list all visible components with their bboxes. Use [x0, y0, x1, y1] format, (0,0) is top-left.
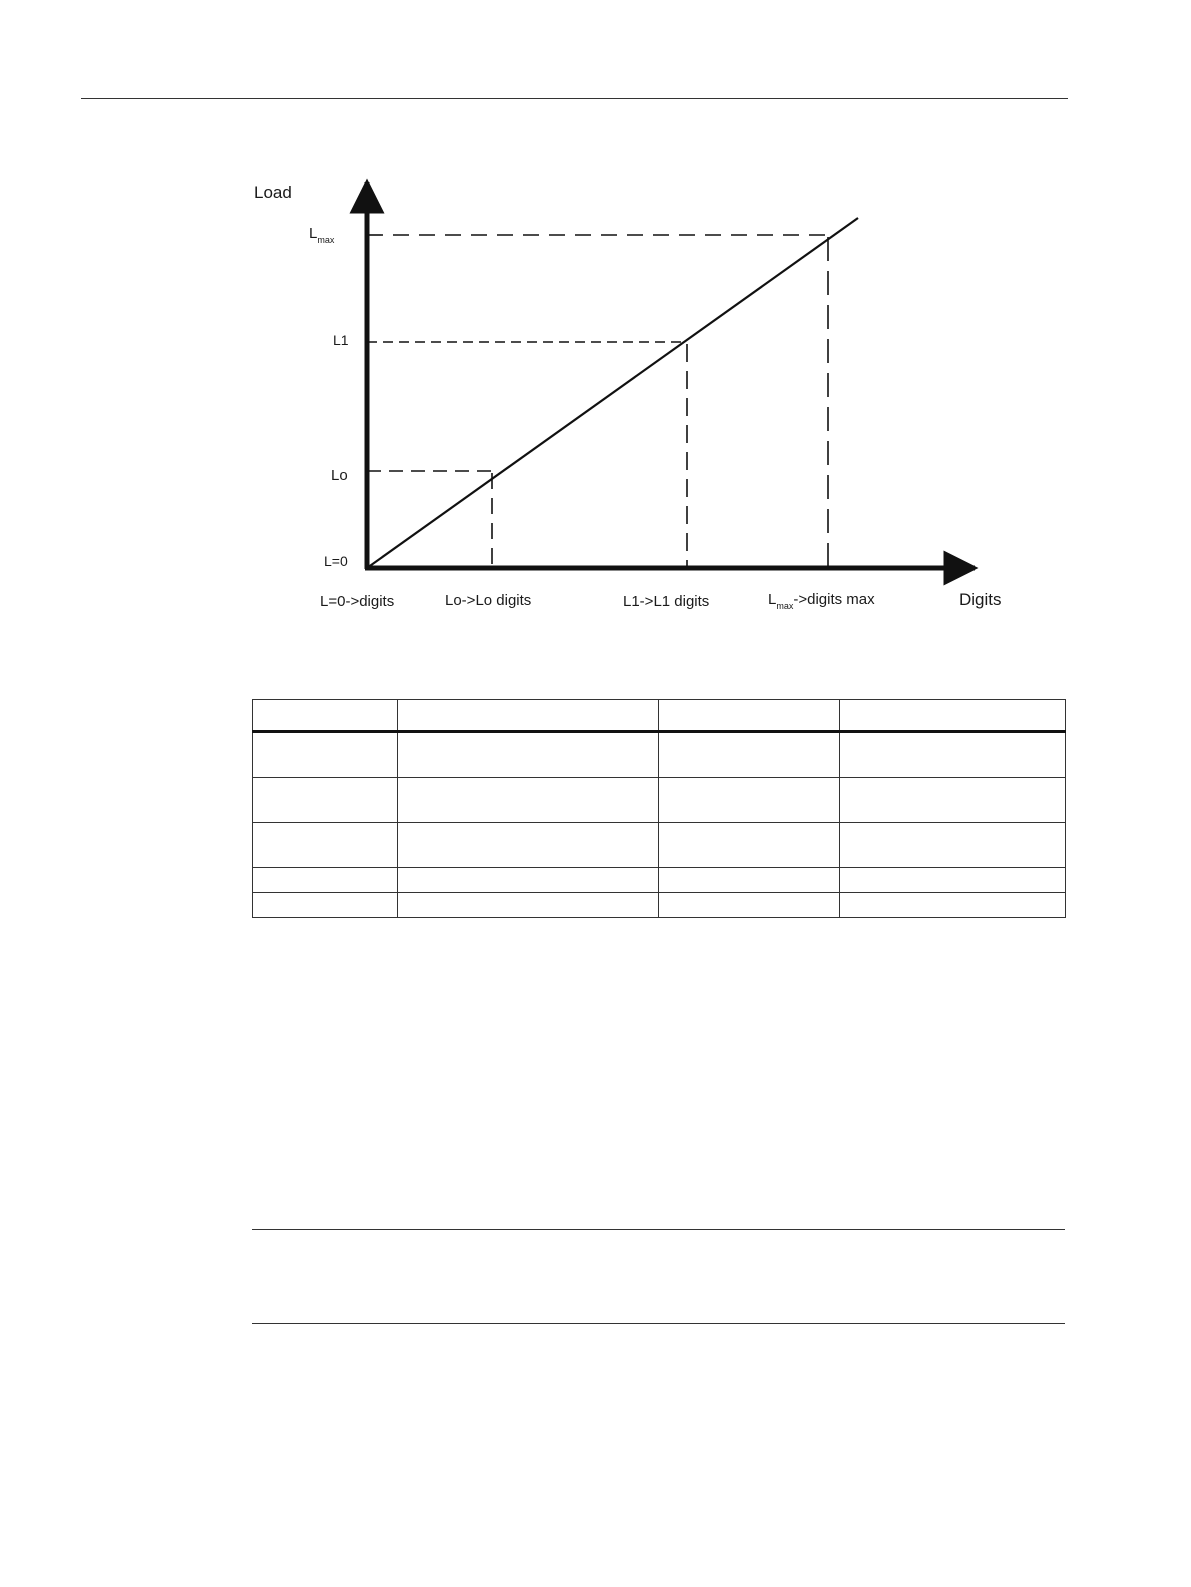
x-label-l0: L=0->digits: [320, 593, 395, 610]
x-label-lo: Lo->Lo digits: [445, 592, 532, 609]
table-cell: [253, 893, 398, 918]
table-header-cell: [398, 700, 659, 732]
x-label-lmax: [768, 591, 875, 611]
table-cell: [659, 778, 840, 823]
table-cell: [253, 778, 398, 823]
table-row: [253, 823, 1066, 868]
table-cell: [398, 868, 659, 893]
table-cell: [253, 823, 398, 868]
table-row: [253, 893, 1066, 918]
table-cell: [840, 868, 1066, 893]
table-cell: [840, 732, 1066, 778]
table-row: [253, 778, 1066, 823]
table-cell: [253, 732, 398, 778]
table-row: [253, 868, 1066, 893]
x-label-lmax-rest: ->digits max: [793, 591, 875, 608]
table-cell: [659, 893, 840, 918]
note-top-rule: [252, 1229, 1065, 1230]
y-label-l0: L=0: [324, 553, 348, 569]
y-label-lo: Lo: [331, 467, 348, 484]
x-label-lmax-main: L: [768, 591, 777, 608]
table-row: [253, 732, 1066, 778]
table-cell: [253, 868, 398, 893]
table-cell: [659, 732, 840, 778]
x-label-l1: L1->L1 digits: [623, 593, 710, 610]
y-label-l1: L1: [333, 332, 349, 348]
load-vs-digits-chart: [0, 0, 1191, 640]
table-cell: [398, 893, 659, 918]
y-axis-title: Load: [254, 183, 292, 202]
note-bottom-rule: [252, 1323, 1065, 1324]
data-table: [252, 699, 1066, 918]
table-cell: [659, 823, 840, 868]
x-label-lmax-sub: max: [776, 601, 794, 611]
y-label-lmax-sub: max: [317, 235, 335, 245]
table-header-cell: [659, 700, 840, 732]
table-cell: [840, 778, 1066, 823]
y-label-lmax-main: L: [309, 225, 318, 242]
calibration-line: [367, 218, 858, 568]
table-cell: [659, 868, 840, 893]
table-cell: [840, 893, 1066, 918]
table-header-cell: [840, 700, 1066, 732]
y-label-lmax: [309, 225, 335, 245]
table-cell: [398, 778, 659, 823]
table-header-cell: [253, 700, 398, 732]
table-cell: [840, 823, 1066, 868]
table-header-row: [253, 700, 1066, 732]
table-cell: [398, 823, 659, 868]
x-axis-title: Digits: [959, 590, 1002, 609]
table-cell: [398, 732, 659, 778]
